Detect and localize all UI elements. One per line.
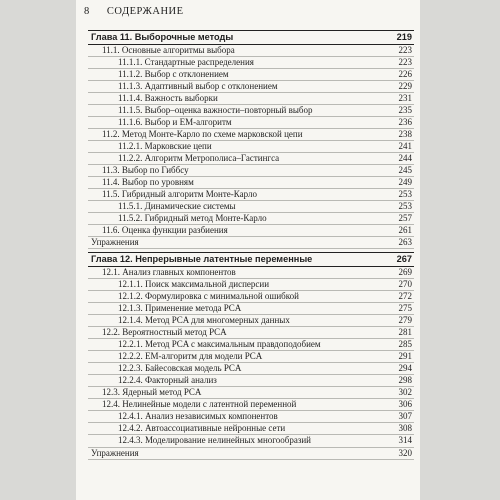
toc-entry-row	[88, 69, 414, 81]
toc-entry-row	[88, 267, 414, 279]
toc-entry-page: 236	[398, 116, 412, 127]
toc-entry-page: 314	[398, 435, 412, 446]
toc-entry-row	[88, 339, 414, 351]
table-of-contents	[88, 30, 414, 460]
toc-entry-page: 226	[398, 68, 412, 79]
toc-entry-title: 12.1.1. Поиск максимальной дисперсии	[118, 278, 270, 289]
toc-entry-row	[88, 213, 414, 225]
toc-entry-page: 229	[398, 80, 412, 91]
toc-entry-row	[88, 201, 414, 213]
toc-entry-title: 12.1.3. Применение метода PCA	[118, 302, 242, 313]
toc-entry-title: Упражнения	[91, 237, 139, 248]
toc-entry-row	[88, 399, 414, 411]
toc-entry-row	[88, 81, 414, 93]
toc-entry-page: 257	[398, 213, 412, 224]
toc-entry-title: 11.5.1. Динамические системы	[118, 201, 236, 212]
toc-entry-page: 267	[396, 254, 412, 265]
toc-entry-page: 320	[398, 447, 412, 458]
toc-entry-title: Упражнения	[91, 447, 139, 458]
toc-entry-page: 253	[398, 189, 412, 200]
toc-entry-page: 294	[398, 363, 412, 374]
toc-entry-row	[88, 177, 414, 189]
toc-entry-page: 231	[398, 92, 412, 103]
toc-entry-row	[88, 435, 414, 447]
toc-entry-page: 261	[398, 225, 412, 236]
toc-entry-row	[88, 45, 414, 57]
toc-entry-title: 11.1.3. Адаптивный выбор с отклонением	[118, 80, 278, 91]
toc-entry-title: 12.3. Ядерный метод PCA	[102, 387, 202, 398]
toc-entry-page: 298	[398, 375, 412, 386]
book-page	[76, 0, 420, 500]
toc-entry-page: 223	[398, 44, 412, 55]
toc-entry-row	[88, 363, 414, 375]
toc-entry-row	[88, 411, 414, 423]
toc-entry-title: Глава 11. Выборочные методы	[91, 32, 234, 42]
toc-entry-title: 12.4.3. Моделирование нелинейных многообразий	[118, 435, 312, 446]
toc-entry-title: 11.5. Гибридный алгоритм Монте-Карло	[102, 189, 257, 200]
toc-entry-page: 270	[398, 278, 412, 289]
toc-entry-row	[88, 57, 414, 69]
toc-entry-page: 272	[398, 290, 412, 301]
toc-entry-title: 11.1.2. Выбор с отклонением	[118, 68, 229, 79]
toc-entry-row	[88, 327, 414, 339]
toc-entry-title: 12.2.2. ЕМ-алгоритм для модели PCA	[118, 351, 263, 362]
toc-entry-row	[88, 117, 414, 129]
toc-entry-page: 275	[398, 302, 412, 313]
toc-entry-title: 11.1.6. Выбор и ЕМ-алгоритм	[118, 116, 232, 127]
toc-entry-row	[88, 237, 414, 249]
toc-entry-title: 12.4.2. Автоассоциативные нейронные сети	[118, 423, 286, 434]
toc-entry-page: 223	[398, 56, 412, 67]
toc-entry-row	[88, 291, 414, 303]
toc-entry-title: 12.2.3. Байесовская модель PCA	[118, 363, 242, 374]
toc-entry-title: Глава 12. Непрерывные латентные переменные	[91, 254, 313, 265]
toc-chapter-row	[88, 30, 414, 45]
toc-entry-page: 263	[398, 237, 412, 248]
toc-entry-row	[88, 225, 414, 237]
toc-entry-title: 12.4. Нелинейные модели с латентной переменной	[102, 399, 297, 410]
toc-entry-title: 11.2. Метод Монте-Карло по схеме марковской цепи	[102, 128, 303, 139]
page-number: 8	[84, 6, 90, 17]
toc-entry-row	[88, 93, 414, 105]
running-title: СОДЕРЖАНИЕ	[106, 6, 184, 17]
toc-entry-title: 12.2. Вероятностный метод PCA	[102, 327, 227, 338]
toc-entry-page: 245	[398, 164, 412, 175]
toc-entry-title: 11.3. Выбор по Гиббсу	[102, 164, 189, 175]
toc-entry-title: 12.1.2. Формулировка с минимальной ошибкой	[118, 290, 299, 301]
toc-entry-title: 12.2.1. Метод PCA с максимальным правдоподобием	[118, 339, 321, 350]
toc-entry-row	[88, 448, 414, 460]
toc-entry-row	[88, 315, 414, 327]
toc-entry-row	[88, 141, 414, 153]
page-header	[84, 6, 184, 17]
toc-entry-title: 12.2.4. Факторный анализ	[118, 375, 217, 386]
toc-entry-page: 244	[398, 152, 412, 163]
toc-entry-title: 11.1. Основные алгоритмы выбора	[102, 44, 235, 55]
toc-entry-page: 235	[398, 104, 412, 115]
toc-entry-page: 302	[398, 387, 412, 398]
toc-entry-page: 241	[398, 140, 412, 151]
toc-entry-title: 12.1.4. Метод PCA для многомерных данных	[118, 314, 290, 325]
toc-entry-title: 11.1.1. Стандартные распределения	[118, 56, 254, 67]
toc-entry-row	[88, 387, 414, 399]
toc-entry-title: 11.2.2. Алгоритм Метрополиса–Гастингса	[118, 152, 280, 163]
toc-chapter-row	[88, 252, 414, 267]
toc-entry-row	[88, 375, 414, 387]
toc-entry-row	[88, 351, 414, 363]
toc-entry-row	[88, 279, 414, 291]
toc-entry-row	[88, 423, 414, 435]
toc-entry-title: 11.6. Оценка функции разбиения	[102, 225, 228, 236]
toc-entry-page: 249	[398, 177, 412, 188]
toc-entry-page: 279	[398, 314, 412, 325]
toc-entry-title: 12.1. Анализ главных компонентов	[102, 266, 236, 277]
toc-entry-page: 291	[398, 351, 412, 362]
toc-entry-page: 306	[398, 399, 412, 410]
toc-entry-title: 11.4. Выбор по уровням	[102, 177, 194, 188]
toc-entry-row	[88, 189, 414, 201]
toc-entry-page: 281	[398, 327, 412, 338]
toc-entry-row	[88, 153, 414, 165]
toc-entry-page: 219	[396, 32, 412, 42]
toc-entry-row	[88, 129, 414, 141]
toc-entry-title: 11.2.1. Марковские цепи	[118, 140, 212, 151]
toc-entry-row	[88, 105, 414, 117]
toc-entry-page: 238	[398, 128, 412, 139]
toc-entry-row	[88, 165, 414, 177]
toc-entry-page: 269	[398, 266, 412, 277]
toc-entry-title: 11.1.4. Важность выборки	[118, 92, 218, 103]
toc-entry-page: 307	[398, 411, 412, 422]
toc-entry-title: 11.5.2. Гибридный метод Монте-Карло	[118, 213, 267, 224]
toc-entry-page: 285	[398, 339, 412, 350]
toc-entry-page: 253	[398, 201, 412, 212]
toc-entry-row	[88, 303, 414, 315]
toc-entry-page: 308	[398, 423, 412, 434]
toc-entry-title: 11.1.5. Выбор–оценка важности–повторный выбор	[118, 104, 313, 115]
toc-entry-title: 12.4.1. Анализ независимых компонентов	[118, 411, 278, 422]
